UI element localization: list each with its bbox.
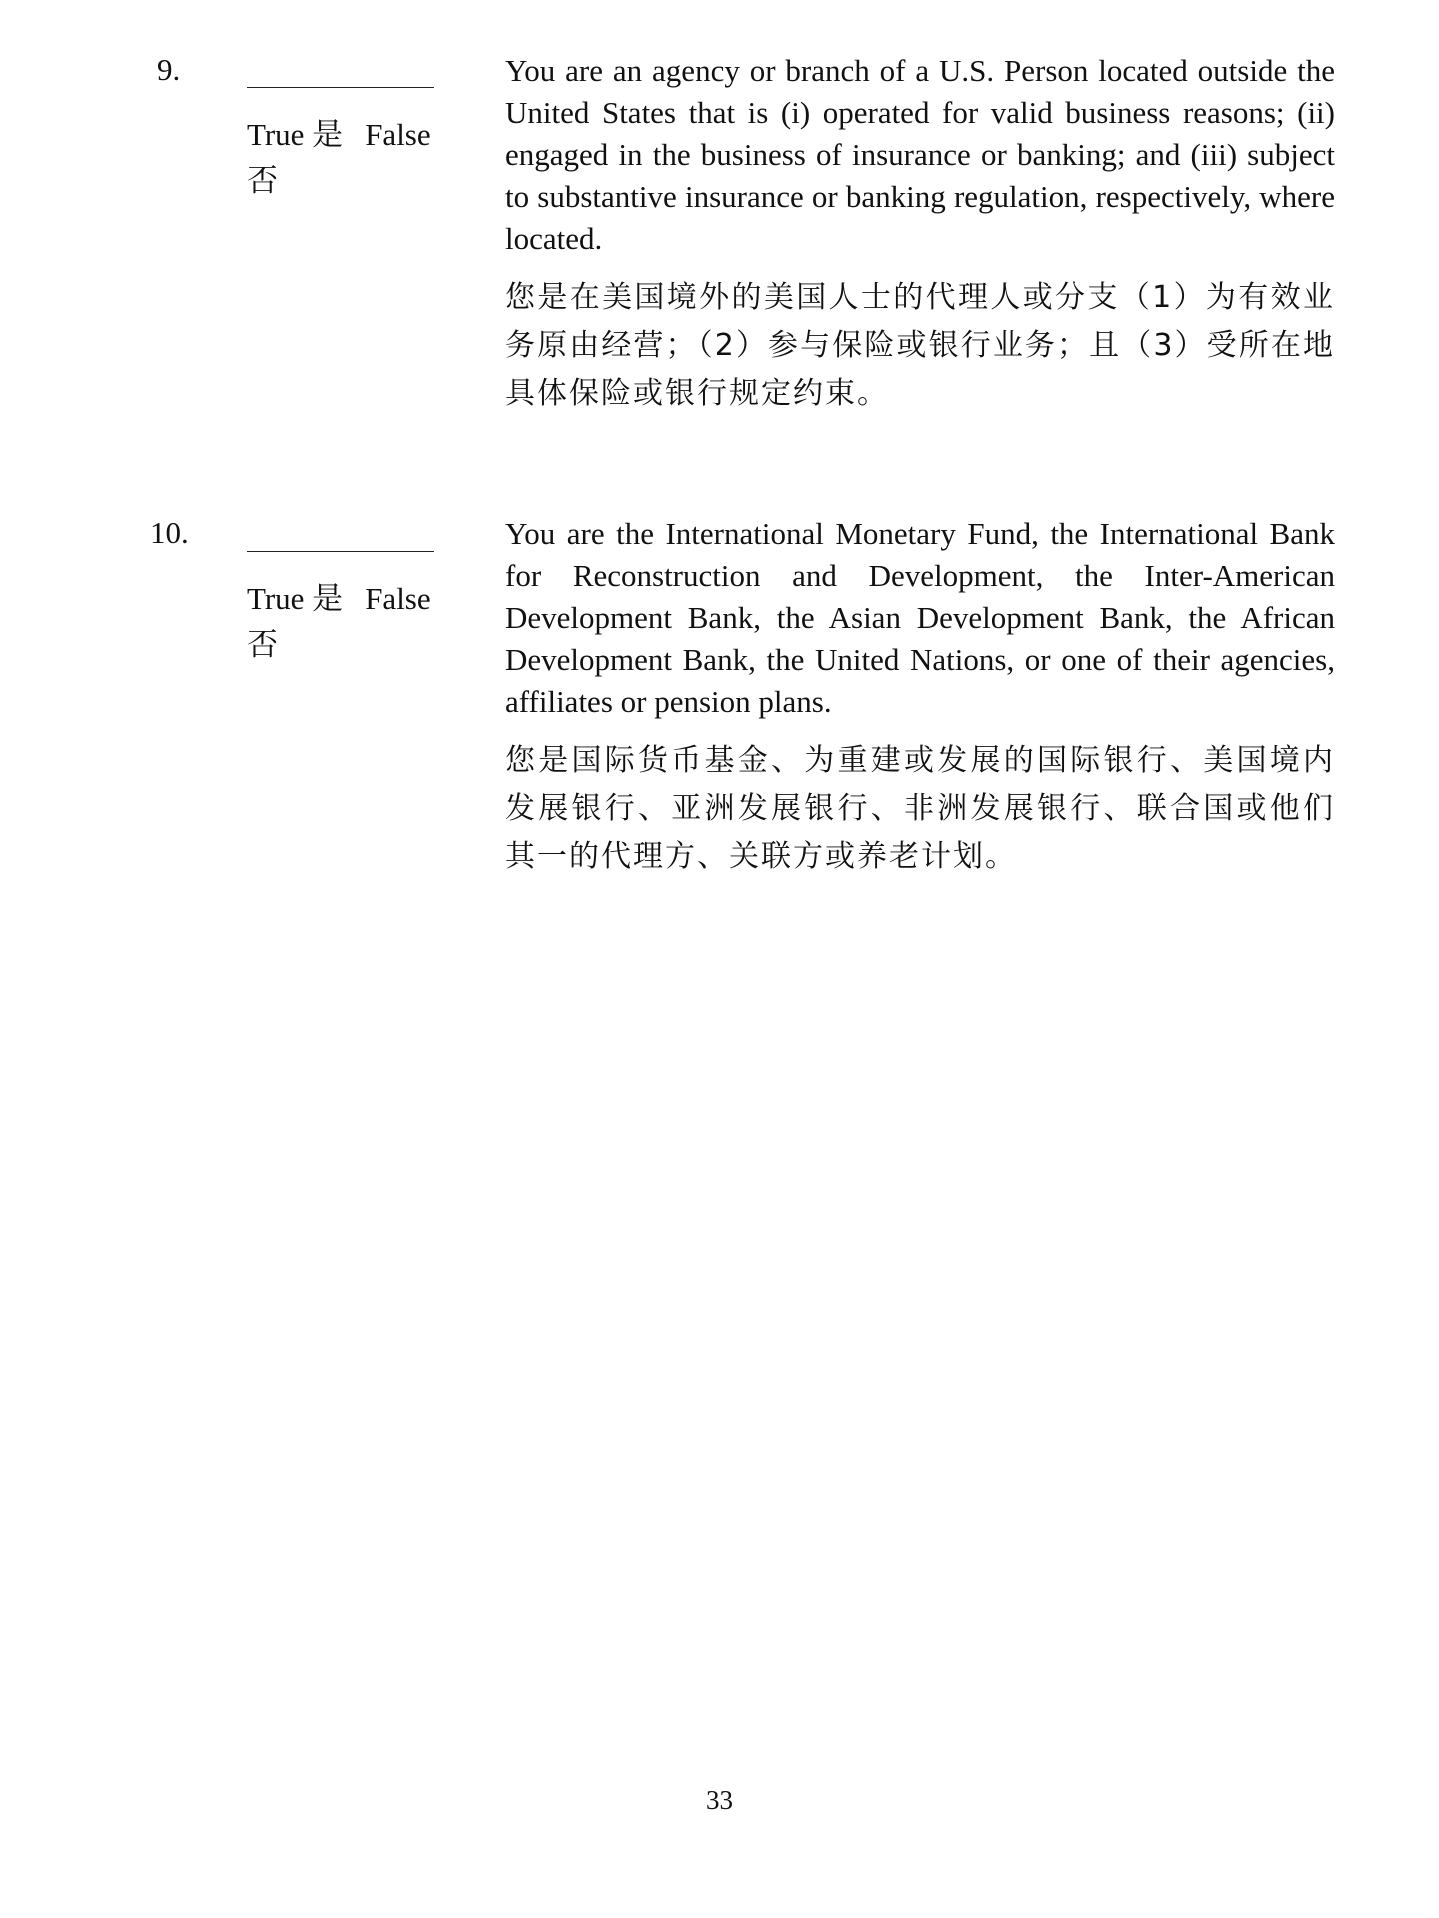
statement-english: You are the International Monetary Fund, the International Bank for Reconstruction and Development, the Inter-American Development Bank, the Asian Development Bank, the African Development Bank, the United Nations, or one of their agencies, affiliates or pension plans. [505, 516, 1335, 719]
true-false-options [247, 112, 457, 204]
option-true-label: True 是 [247, 117, 344, 152]
statement-chinese: 您是在美国境外的美国人士的代理人或分支（1）为有效业务原由经营；（2）参与保险或银行业务；且（3）受所在地具体保险或银行规定约束。 [505, 280, 1335, 411]
statement [505, 50, 1335, 418]
option-false-label: False [365, 581, 431, 616]
option-false-zh-label: 否 [247, 163, 278, 198]
option-false-zh-label: 否 [247, 627, 278, 662]
statement [505, 513, 1335, 881]
true-false-options [247, 576, 457, 668]
page-number: 33 [706, 1785, 733, 1815]
statement-english: You are an agency or branch of a U.S. Person located outside the United States that is (i) operated for valid business reasons; (ii) engaged in the business of insurance or banking; and (iii) subject to substantive insurance or banking regulation, respectively, where located. [505, 53, 1335, 256]
statement-chinese: 您是国际货币基金、为重建或发展的国际银行、美国境内发展银行、亚洲发展银行、非洲发展银行、联合国或他们其一的代理方、关联方或养老计划。 [505, 743, 1335, 874]
option-true-label: True 是 [247, 581, 344, 616]
option-false-label: False [365, 117, 431, 152]
item-number: 9. [157, 52, 181, 87]
answer-blank-line[interactable] [247, 87, 434, 88]
item-number: 10. [150, 515, 189, 550]
answer-blank-line[interactable] [247, 551, 434, 552]
